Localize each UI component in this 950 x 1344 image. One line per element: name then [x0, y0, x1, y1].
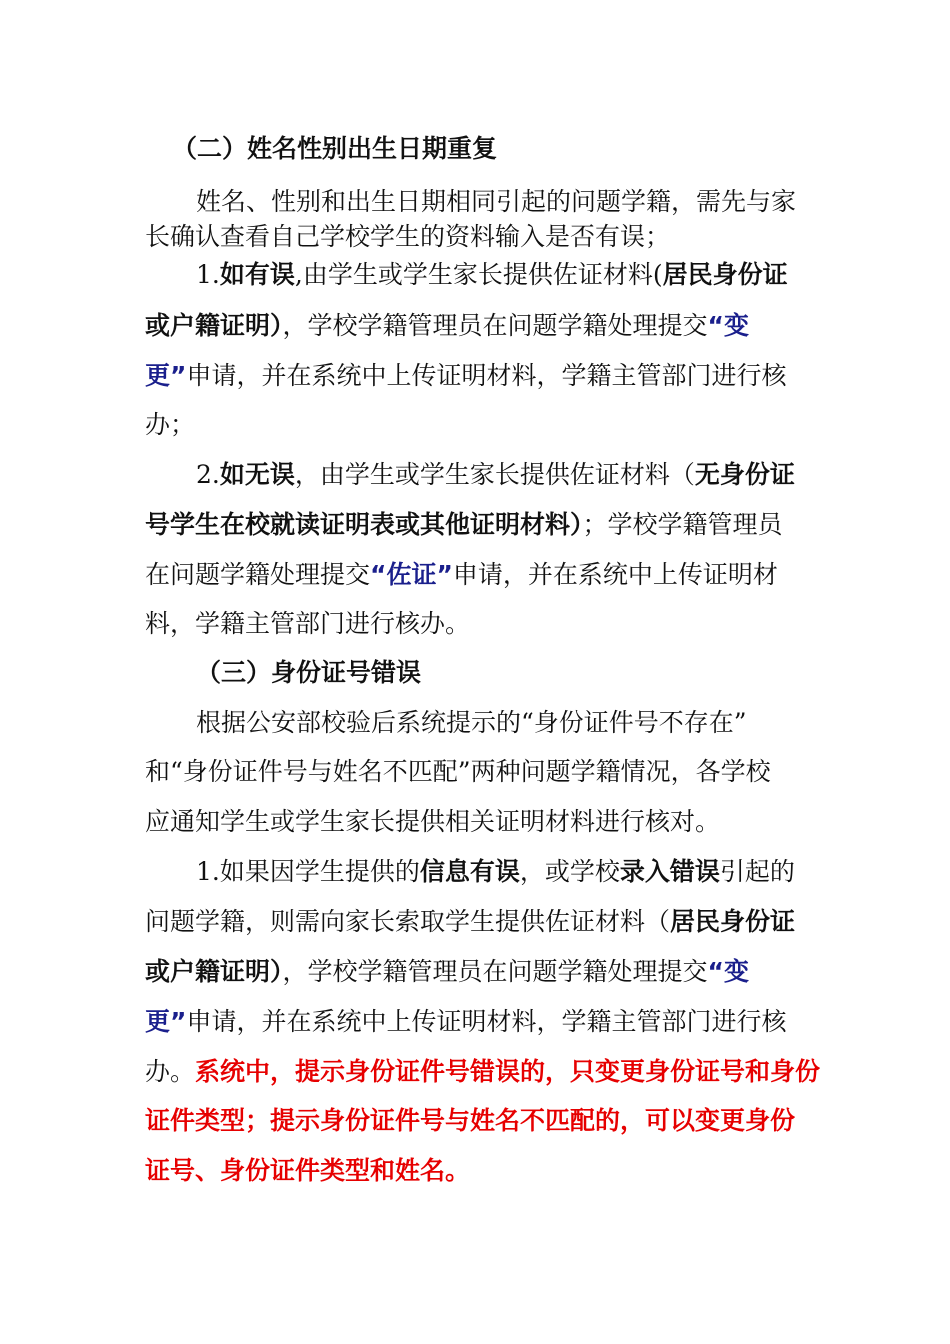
list-item-line — [145, 507, 783, 543]
list-item-line — [145, 954, 749, 990]
item-number: 1. — [196, 260, 220, 289]
text: 在问题学籍处理提交 — [145, 560, 371, 589]
bold-text: 如有误 — [219, 260, 295, 289]
warning-text: 证件类型；提示身份证件号与姓名不匹配的，可以变更身份 — [145, 1106, 796, 1135]
list-item-line — [196, 854, 795, 890]
paragraph-line: 应通知学生或学生家长提供相关证明材料进行核对。 — [145, 807, 721, 836]
bold-text: 或户籍证明） — [145, 311, 283, 340]
list-item-line — [145, 904, 795, 940]
list-item-line — [145, 308, 749, 344]
bold-text: 无身份证 — [694, 460, 795, 489]
paragraph-line: 长确认查看自己学校学生的资料输入是否有误； — [145, 222, 671, 251]
bold-text: 居民身份证 — [670, 907, 796, 936]
bold-text: 录入错误 — [619, 857, 720, 886]
highlight-text: “佐证” — [370, 560, 453, 589]
text: 办。 — [145, 1057, 196, 1086]
highlight-text: 更” — [145, 361, 187, 390]
text: 问题学籍，则需向家长索取学生提供佐证材料（ — [145, 907, 671, 936]
item-number: 2. — [196, 460, 220, 489]
bold-text: 号学生在校就读证明表或其他证明材料） — [145, 510, 583, 539]
list-item-line — [145, 1103, 795, 1139]
list-item-line: 办； — [145, 410, 196, 439]
list-item-line — [145, 1004, 786, 1040]
text: 申请，并在系统中上传证明材料，学籍主管部门进行核 — [186, 361, 787, 390]
paragraph-line: 姓名、性别和出生日期相同引起的问题学籍，需先与家 — [196, 187, 797, 216]
text: 1.如果因学生提供的 — [196, 857, 420, 886]
text: 申请，并在系统中上传证明材料，学籍主管部门进行核 — [186, 1007, 787, 1036]
bold-text: 如无误 — [219, 460, 295, 489]
bold-text: 居民身份证 — [662, 260, 788, 289]
highlight-text: 更” — [145, 1007, 187, 1036]
bold-text: 信息有误 — [419, 857, 520, 886]
text: ，学校学籍管理员在问题学籍处理提交 — [282, 957, 708, 986]
warning-text: 系统中，提示身份证件号错误的，只变更身份证号和身份 — [195, 1057, 821, 1086]
list-item-line — [196, 457, 795, 493]
list-item-line — [196, 257, 788, 293]
list-item-line: 料，学籍主管部门进行核办。 — [145, 609, 471, 638]
section-heading: （三）身份证号错误 — [196, 658, 422, 687]
bold-text: 或户籍证明） — [145, 957, 283, 986]
paragraph-line: 根据公安部校验后系统提示的“身份证件号不存在” — [196, 708, 747, 737]
text: ，或学校 — [519, 857, 620, 886]
section-heading: （二）姓名性别出生日期重复 — [172, 134, 498, 163]
list-item-line — [145, 358, 786, 394]
text: ,由学生或学生家长提供佐证材料( — [294, 260, 663, 289]
warning-text: 证号、身份证件类型和姓名。 — [145, 1156, 471, 1185]
text: 申请，并在系统中上传证明材 — [452, 560, 778, 589]
paragraph-line: 和“身份证件号与姓名不匹配”两种问题学籍情况，各学校 — [145, 757, 771, 786]
highlight-text: “变 — [707, 311, 749, 340]
highlight-text: “变 — [707, 957, 749, 986]
text: ，学校学籍管理员在问题学籍处理提交 — [282, 311, 708, 340]
list-item-line — [145, 557, 778, 593]
list-item-line — [145, 1153, 470, 1189]
text: 引起的 — [719, 857, 795, 886]
list-item-line — [145, 1054, 820, 1090]
text: ，由学生或学生家长提供佐证材料（ — [294, 460, 695, 489]
text: ；学校学籍管理员 — [582, 510, 783, 539]
